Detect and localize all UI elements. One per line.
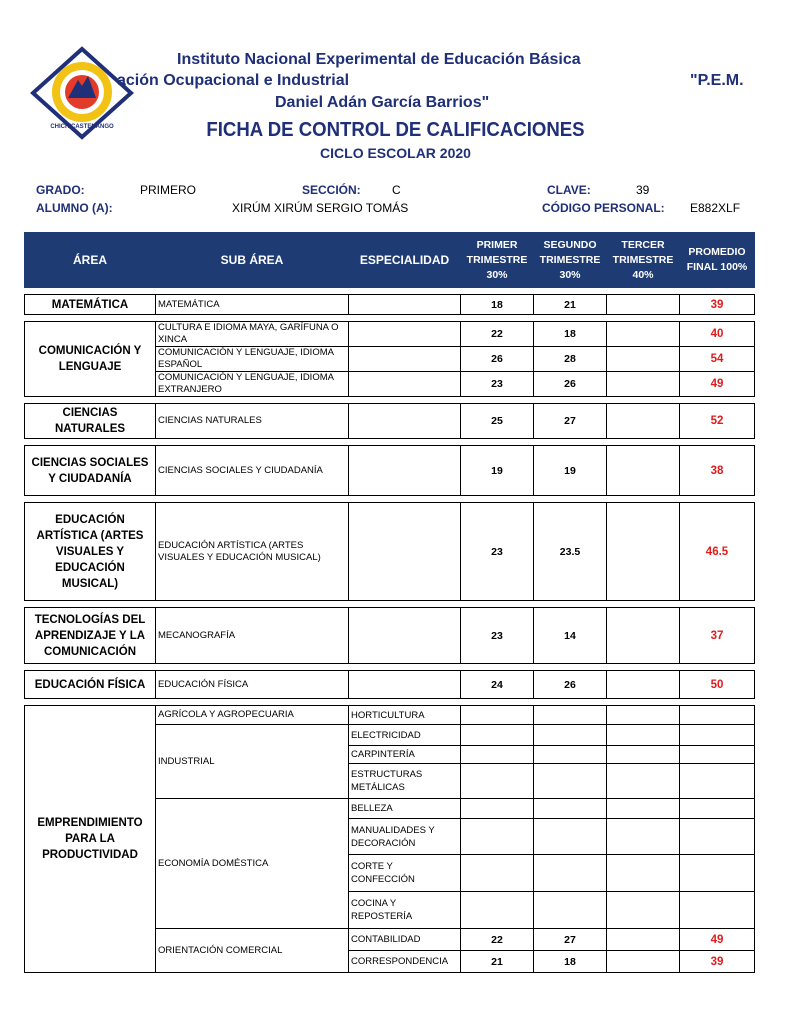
t2-cell: 26: [534, 372, 607, 397]
especialidad-cell: HORTICULTURA: [349, 706, 461, 725]
table-row: [25, 706, 755, 725]
table-row: [25, 608, 755, 664]
institute-name-line2-right: "P.E.M.: [690, 72, 744, 89]
subarea-cell: MECANOGRAFÍA: [156, 608, 349, 664]
table-row: [25, 295, 755, 315]
final-cell: 49: [680, 929, 755, 951]
t2-cell: 23.5: [534, 503, 607, 601]
t1-cell: 18: [461, 295, 534, 315]
t2-cell: 21: [534, 295, 607, 315]
table-row: [25, 671, 755, 699]
grades-table: [24, 232, 755, 973]
t1-cell: 25: [461, 404, 534, 439]
subarea-cell: EDUCACIÓN FÍSICA: [156, 671, 349, 699]
final-cell: 49: [680, 372, 755, 397]
table-header-row: [25, 233, 755, 288]
table-row: [25, 446, 755, 496]
grado-value: PRIMERO: [140, 183, 197, 197]
area-cell: EMPRENDIMIENTO PARA LA PRODUCTIVIDAD: [25, 706, 156, 973]
final-cell: 40: [680, 322, 755, 347]
especialidad-cell: COCINA Y REPOSTERÍA: [349, 892, 461, 929]
subarea-cell: EDUCACIÓN ARTÍSTICA (ARTES VISUALES Y EDUCACIÓN MUSICAL): [156, 503, 349, 601]
subarea-cell: CIENCIAS NATURALES: [156, 404, 349, 439]
subarea-cell: ECONOMÍA DOMÉSTICA: [156, 799, 349, 929]
codigo-label: CÓDIGO PERSONAL:: [542, 201, 665, 215]
final-cell: 37: [680, 608, 755, 664]
final-cell: 54: [680, 347, 755, 372]
school-year: CICLO ESCOLAR 2020: [320, 145, 471, 161]
col-final: PROMEDIO FINAL 100%: [680, 233, 755, 288]
col-subarea: SUB ÁREA: [156, 233, 349, 288]
t2-cell: 27: [534, 929, 607, 951]
t1-cell: 19: [461, 446, 534, 496]
clave-label: CLAVE:: [547, 183, 591, 197]
seccion-value: C: [392, 183, 401, 197]
area-cell: TECNOLOGÍAS DEL APRENDIZAJE Y LA COMUNICACIÓN: [25, 608, 156, 664]
t1-cell: 24: [461, 671, 534, 699]
document-title: FICHA DE CONTROL DE CALIFICACIONES: [206, 119, 585, 141]
especialidad-cell: ELECTRICIDAD: [349, 725, 461, 746]
col-area: ÁREA: [25, 233, 156, 288]
svg-text:CHICHICASTENANGO: CHICHICASTENANGO: [50, 124, 114, 130]
t1-cell: 22: [461, 322, 534, 347]
especialidad-cell: CORTE Y CONFECCIÓN: [349, 855, 461, 892]
table-row: [25, 404, 755, 439]
seccion-label: SECCIÓN:: [302, 183, 361, 197]
final-cell: 46.5: [680, 503, 755, 601]
especialidad-cell: MANUALIDADES Y DECORACIÓN: [349, 819, 461, 855]
grado-label: GRADO:: [36, 183, 85, 197]
t1-cell: 23: [461, 503, 534, 601]
col-t2: SEGUNDO TRIMESTRE 30%: [534, 233, 607, 288]
final-cell: 50: [680, 671, 755, 699]
col-t1: PRIMER TRIMESTRE 30%: [461, 233, 534, 288]
subarea-cell: COMUNICACIÓN Y LENGUAJE, IDIOMA EXTRANJERO: [156, 372, 349, 397]
subarea-cell: MATEMÁTICA: [156, 295, 349, 315]
alumno-label: ALUMNO (A):: [36, 201, 113, 215]
t2-cell: 19: [534, 446, 607, 496]
especialidad-cell: BELLEZA: [349, 799, 461, 819]
col-especialidad: ESPECIALIDAD: [349, 233, 461, 288]
t2-cell: 27: [534, 404, 607, 439]
especialidad-cell: CORRESPONDENCIA: [349, 951, 461, 973]
institute-name-line3: Daniel Adán García Barrios": [275, 94, 490, 111]
final-cell: 38: [680, 446, 755, 496]
t1-cell: 26: [461, 347, 534, 372]
especialidad-cell: ESTRUCTURAS METÁLICAS: [349, 764, 461, 799]
subarea-cell: AGRÍCOLA Y AGROPECUARIA: [156, 706, 349, 725]
area-cell: EDUCACIÓN FÍSICA: [25, 671, 156, 699]
t2-cell: 14: [534, 608, 607, 664]
subarea-cell: ORIENTACIÓN COMERCIAL: [156, 929, 349, 973]
final-cell: 39: [680, 951, 755, 973]
area-cell: CIENCIAS SOCIALES Y CIUDADANÍA: [25, 446, 156, 496]
area-cell: MATEMÁTICA: [25, 295, 156, 315]
t1-cell: 23: [461, 608, 534, 664]
especialidad-cell: CARPINTERÍA: [349, 746, 461, 764]
t2-cell: 18: [534, 951, 607, 973]
t2-cell: 18: [534, 322, 607, 347]
codigo-value: E882XLF: [690, 201, 741, 215]
area-cell: EDUCACIÓN ARTÍSTICA (ARTES VISUALES Y EDUCACIÓN MUSICAL): [25, 503, 156, 601]
t1-cell: 21: [461, 951, 534, 973]
subarea-cell: CULTURA E IDIOMA MAYA, GARÍFUNA O XINCA: [156, 322, 349, 347]
institute-name-line1: Instituto Nacional Experimental de Educación Básica: [177, 51, 581, 68]
institute-name-line2: ación Ocupacional e Industrial: [117, 72, 350, 89]
col-t3: TERCER TRIMESTRE 40%: [607, 233, 680, 288]
table-row: [25, 503, 755, 601]
t1-cell: 23: [461, 372, 534, 397]
especialidad-cell: CONTABILIDAD: [349, 929, 461, 951]
area-cell: CIENCIAS NATURALES: [25, 404, 156, 439]
subarea-cell: CIENCIAS SOCIALES Y CIUDADANÍA: [156, 446, 349, 496]
table-row: [25, 322, 755, 347]
final-cell: 39: [680, 295, 755, 315]
subarea-cell: INDUSTRIAL: [156, 725, 349, 799]
clave-value: 39: [636, 183, 650, 197]
alumno-value: XIRÚM XIRÚM SERGIO TOMÁS: [232, 201, 409, 215]
final-cell: 52: [680, 404, 755, 439]
subarea-cell: COMUNICACIÓN Y LENGUAJE, IDIOMA ESPAÑOL: [156, 347, 349, 372]
t2-cell: 28: [534, 347, 607, 372]
area-cell: COMUNICACIÓN Y LENGUAJE: [25, 322, 156, 397]
t1-cell: 22: [461, 929, 534, 951]
t2-cell: 26: [534, 671, 607, 699]
